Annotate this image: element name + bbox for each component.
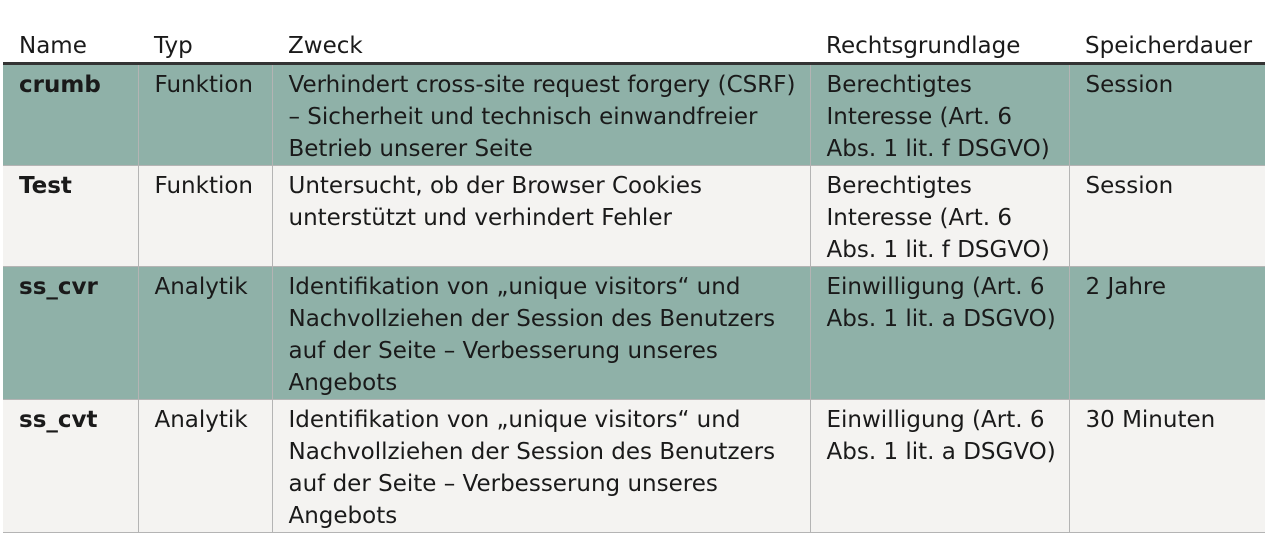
cookie-table-container [3, 26, 1265, 533]
cell-speicherdauer: Session [1069, 64, 1265, 166]
cell-zweck [272, 400, 810, 533]
cell-speicherdauer: Session [1069, 166, 1265, 267]
recht-line: Einwilligung (Art. 6 [826, 274, 1045, 300]
zweck-line: Angebots [288, 370, 398, 396]
recht-line: Abs. 1 lit. a DSGVO) [826, 439, 1056, 465]
cell-rechtsgrundlage [810, 64, 1069, 166]
cell-typ: Analytik [138, 400, 272, 533]
table-row [3, 166, 1265, 267]
cell-speicherdauer: 2 Jahre [1069, 267, 1265, 400]
zweck-line: Betrieb unserer Seite [288, 136, 533, 162]
zweck-line: unterstützt und verhindert Fehler [288, 205, 672, 231]
recht-line: Einwilligung (Art. 6 [826, 407, 1045, 433]
header-typ: Typ [138, 26, 272, 64]
recht-line: Berechtigtes [826, 173, 972, 199]
recht-line: Interesse (Art. 6 [826, 104, 1012, 130]
header-speicherdauer: Speicherdauer [1069, 26, 1265, 64]
cell-name: Test [3, 166, 138, 267]
recht-line: Abs. 1 lit. f DSGVO) [826, 237, 1050, 263]
cell-typ: Funktion [138, 64, 272, 166]
cell-rechtsgrundlage [810, 400, 1069, 533]
header-zweck: Zweck [272, 26, 810, 64]
zweck-line: Verhindert cross-site request forgery (CSRF) [288, 72, 796, 98]
cell-zweck [272, 166, 810, 267]
zweck-line: Untersucht, ob der Browser Cookies [288, 173, 703, 199]
cookie-table [3, 26, 1265, 533]
table-row [3, 64, 1265, 166]
header-rechtsgrundlage: Rechtsgrundlage [810, 26, 1069, 64]
cell-speicherdauer: 30 Minuten [1069, 400, 1265, 533]
zweck-line: auf der Seite – Verbesserung unseres [288, 338, 718, 364]
zweck-line: Nachvollziehen der Session des Benutzers [288, 306, 776, 332]
table-row [3, 267, 1265, 400]
recht-line: Abs. 1 lit. a DSGVO) [826, 306, 1056, 332]
zweck-line: auf der Seite – Verbesserung unseres [288, 471, 718, 497]
zweck-line: Angebots [288, 503, 398, 529]
recht-line: Interesse (Art. 6 [826, 205, 1012, 231]
cell-name: ss_cvt [3, 400, 138, 533]
zweck-line: Identifikation von „unique visitors“ und [288, 274, 741, 300]
cell-typ: Analytik [138, 267, 272, 400]
cell-name: ss_cvr [3, 267, 138, 400]
cell-name: crumb [3, 64, 138, 166]
zweck-line: – Sicherheit und technisch einwandfreier [288, 104, 758, 130]
header-name: Name [3, 26, 138, 64]
recht-line: Abs. 1 lit. f DSGVO) [826, 136, 1050, 162]
zweck-line: Nachvollziehen der Session des Benutzers [288, 439, 776, 465]
cell-typ: Funktion [138, 166, 272, 267]
table-row [3, 400, 1265, 533]
cell-zweck [272, 64, 810, 166]
table-header-row [3, 26, 1265, 64]
cell-zweck [272, 267, 810, 400]
zweck-line: Identifikation von „unique visitors“ und [288, 407, 741, 433]
cell-rechtsgrundlage [810, 166, 1069, 267]
recht-line: Berechtigtes [826, 72, 972, 98]
cell-rechtsgrundlage [810, 267, 1069, 400]
